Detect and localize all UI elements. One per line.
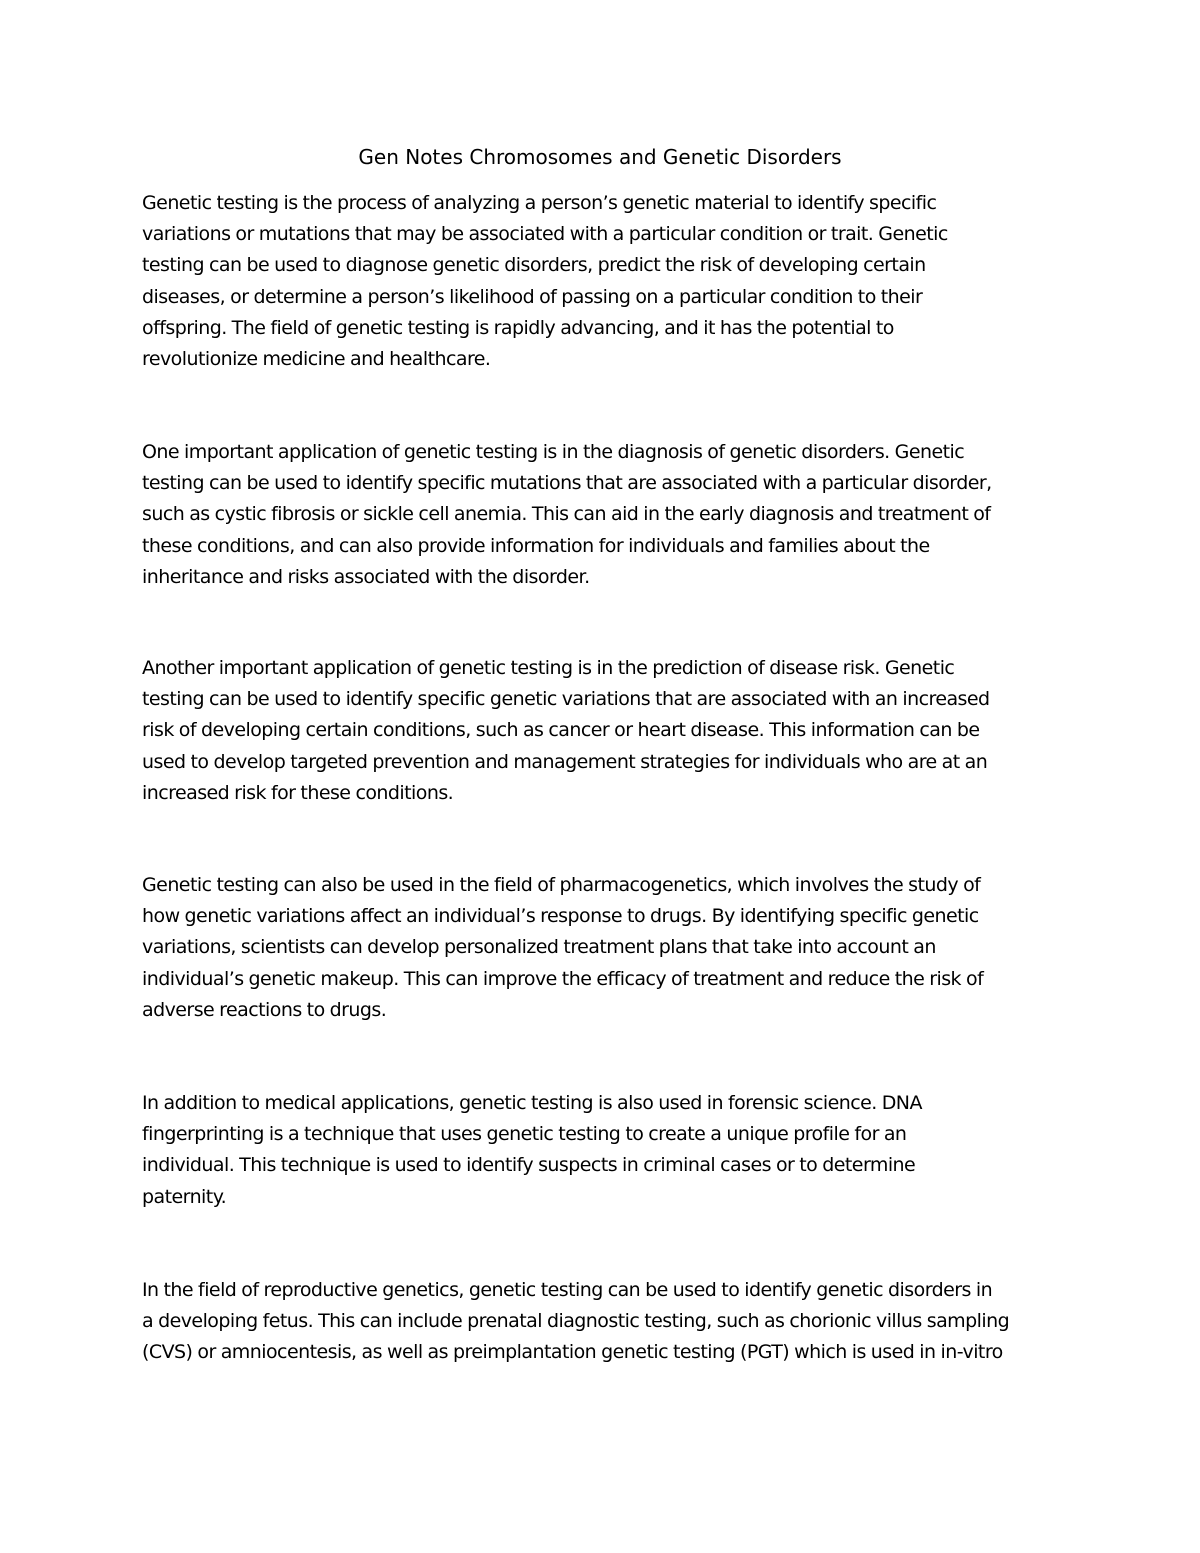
paragraph-pharmacogenetics [142,870,1062,1026]
paragraph-line: revolutionize medicine and healthcare. [142,348,491,371]
paragraph-line: a developing fetus. This can include prenatal diagnostic testing, such as chorionic villus sampling [142,1310,1010,1333]
paragraph-line: testing can be used to diagnose genetic disorders, predict the risk of developing certain [142,254,926,277]
paragraph-line: Genetic testing is the process of analyzing a person’s genetic material to identify specific [142,192,937,214]
paragraph-line: inheritance and risks associated with the disorder. [142,565,590,588]
paragraph-line: increased risk for these conditions. [142,781,454,804]
paragraph-line: used to develop targeted prevention and management strategies for individuals who are at an [142,750,988,773]
paragraph-line: (CVS) or amniocentesis, as well as preimplantation genetic testing (PGT) which is used in in-vitro [142,1341,1003,1364]
paragraph-line: individual’s genetic makeup. This can improve the efficacy of treatment and reduce the risk of [142,967,984,990]
paragraph-line: In addition to medical applications, genetic testing is also used in forensic science. DNA [142,1092,922,1114]
paragraph-line: fingerprinting is a technique that uses genetic testing to create a unique profile for an [142,1123,907,1146]
paragraph-line: adverse reactions to drugs. [142,998,387,1021]
document-title: Gen Notes Chromosomes and Genetic Disorders [358,145,842,169]
paragraph-forensic-science [142,1088,1062,1213]
paragraph-line: risk of developing certain conditions, such as cancer or heart disease. This information can be [142,719,980,742]
paragraph-line: variations, scientists can develop personalized treatment plans that take into account an [142,936,936,959]
paragraph-genetic-testing-intro [142,188,1062,375]
paragraph-line: variations or mutations that may be associated with a particular condition or trait. Genetic [142,223,948,246]
paragraph-line: diseases, or determine a person’s likelihood of passing on a particular condition to their [142,285,923,308]
paragraph-line: individual. This technique is used to identify suspects in criminal cases or to determine [142,1154,916,1177]
paragraph-disease-risk [142,653,1062,809]
paragraph-line: testing can be used to identify specific mutations that are associated with a particular disorder, [142,472,992,495]
paragraph-line: such as cystic fibrosis or sickle cell anemia. This can aid in the early diagnosis and treatment of [142,503,991,526]
paragraph-line: paternity. [142,1185,227,1208]
paragraph-reproductive-genetics [142,1275,1062,1369]
paragraph-line: One important application of genetic testing is in the diagnosis of genetic disorders. Genetic [142,441,965,463]
paragraph-line: Another important application of genetic testing is in the prediction of disease risk. Genetic [142,657,955,679]
paragraph-line: In the field of reproductive genetics, genetic testing can be used to identify genetic disorders in [142,1279,993,1301]
paragraph-line: testing can be used to identify specific genetic variations that are associated with an increased [142,688,990,711]
paragraph-line: Genetic testing can also be used in the field of pharmacogenetics, which involves the study of [142,874,981,896]
paragraph-line: these conditions, and can also provide information for individuals and families about the [142,534,930,557]
paragraph-line: how genetic variations affect an individual’s response to drugs. By identifying specific genetic [142,905,979,928]
paragraph-line: offspring. The field of genetic testing is rapidly advancing, and it has the potential to [142,316,894,339]
paragraph-diagnosis [142,437,1062,593]
